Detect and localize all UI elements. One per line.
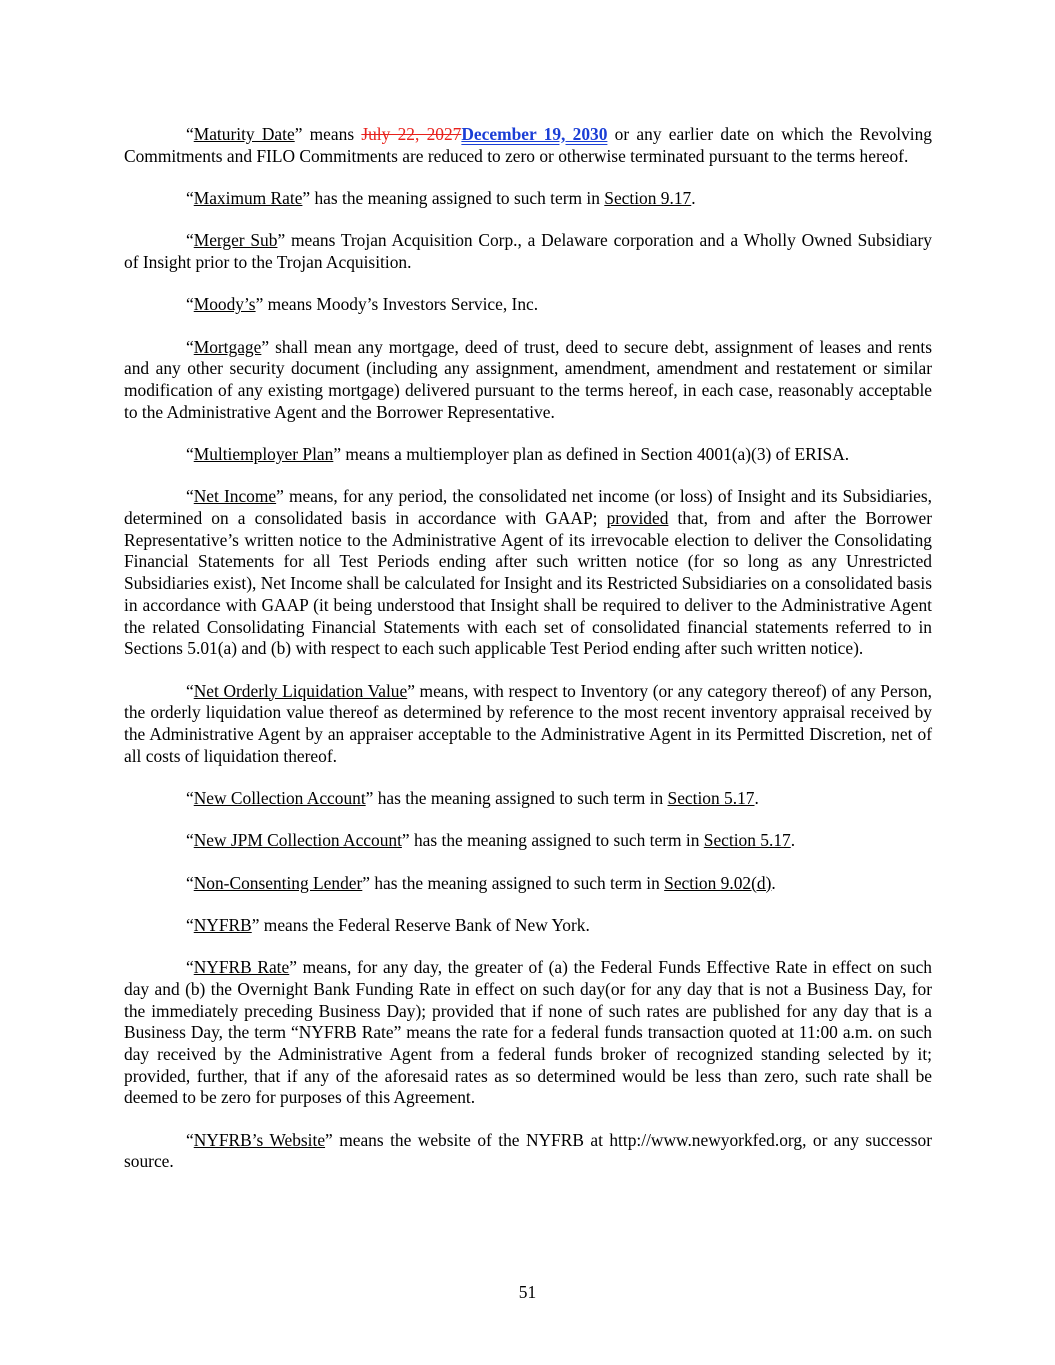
definition-nyfrb-rate [124,957,932,1109]
defined-term: Multiemployer Plan [193,444,334,464]
definition-nyfrb [124,915,932,937]
document-page [124,124,932,1194]
definition-text: or any earlier date on which the Revolving Commitments and FILO Commitments are reduced to zero or otherwise terminated pursuant to the terms hereof. [124,124,932,166]
open-quote: “ [186,124,194,144]
definition-text: ” means, for any day, the greater of (a) the Federal Funds Effective Rate in effect on such day and (b) the Overnight Bank Funding Rate in effect on such day(or for any day that is not a Business Day, for the immediately preceding Business Day); provided that if none of such rates are published for any day that is a Business Day, the term “NYFRB Rate” means the rate for a federal funds transaction quoted at 11:00 a.m. on such day received by the Administrative Agent from a federal funds broker of recognized standing selected by it; provided, further, that if any of the aforesaid rates as so determined would be less than zero, such rate shall be deemed to be zero for purposes of this Agreement. [124,957,932,1108]
defined-term: Net Income [193,486,277,507]
open-quote: “ [186,188,194,208]
open-quote: “ [186,1129,194,1150]
definition-nyfrbs-website [124,1130,932,1173]
definition-text: ” means Moody’s Investors Service, Inc. [255,294,539,315]
open-quote: “ [186,294,194,315]
definition-text: . [691,188,696,208]
definition-text: . [754,787,759,808]
definition-new-jpm-collection-account [124,830,932,852]
open-quote: “ [186,872,194,893]
defined-term: Maturity Date [193,124,295,144]
definition-text: ” means the Federal Reserve Bank of New York. [251,914,590,935]
definition-text: ” means the website of the NYFRB at http://www.newyorkfed.org, or any successor source. [124,1129,932,1172]
definition-maturity-date [124,124,932,167]
definition-text: ” has the meaning assigned to such term in [365,787,668,808]
defined-term: NYFRB’s Website [193,1129,326,1150]
definition-text: ” means a multiemployer plan as defined in Section 4001(a)(3) of ERISA. [333,444,850,464]
defined-term: Maximum Rate [193,188,303,208]
definition-text: ” means Trojan Acquisition Corp., a Delaware corporation and a Wholly Owned Subsidiary of Insight prior to the Trojan Acquisition. [124,230,932,272]
open-quote: “ [186,444,194,464]
section-reference: Section 5.17 [667,787,755,808]
definition-text: ” has the meaning assigned to such term in [401,830,704,851]
section-reference: Section 9.17 [604,188,692,208]
open-quote: “ [186,230,194,251]
definition-maximum-rate [124,188,932,210]
definition-non-consenting-lender [124,873,932,895]
definition-net-income [124,486,932,660]
definition-text: ” shall mean any mortgage, deed of trust, deed to secure debt, assignment of leases and rents and any other security document (including any assignment, amendment, amendment and restatement or similar modification of any existing mortgage) delivered pursuant to the terms hereof, in each case, reasonably acceptable to the Administrative Agent and the Borrower Representative. [124,336,932,422]
defined-term: Mortgage [193,336,262,357]
section-reference: Section 9.02(d) [664,872,772,893]
definition-mortgage [124,337,932,424]
defined-term: NYFRB Rate [193,957,290,978]
definition-text: ” means [294,124,362,144]
defined-term: New JPM Collection Account [193,830,402,851]
definition-new-collection-account [124,788,932,810]
open-quote: “ [186,336,194,357]
definition-text: . [771,872,776,893]
open-quote: “ [186,830,194,851]
definition-text: . [790,830,796,851]
defined-term: Net Orderly Liquidation Value [193,680,408,701]
deleted-text: July 22, 2027 [361,124,462,144]
section-reference: Section 5.17 [703,830,791,851]
definition-merger-sub [124,230,932,273]
open-quote: “ [186,957,194,978]
defined-term: Moody’s [193,294,256,315]
definition-text: that, from and after the Borrower Representative’s written notice to the Administrative Agent of its irrevocable election to deliver the Consolidating Financial Statements for all Test Periods ending after such written notice (for so long as any Unrestricted Subsidiaries exist), Net Income shall be calculated for Insight and its Restricted Subsidiaries on a consolidated basis in accordance with GAAP (it being understood that Insight shall be required to deliver to the Administrative Agent the related Consolidating Financial Statements with each set of consolidated financial statements referred to in Sections 5.01(a) and (b) with respect to each such applicable Test Period ending after such written notice). [124,508,932,659]
definition-multiemployer-plan [124,444,932,466]
page-number: 51 [518,1282,537,1302]
definition-net-orderly-liquidation-value [124,681,932,768]
defined-term: Non-Consenting Lender [193,872,363,893]
defined-term: NYFRB [193,914,252,935]
defined-term: New Collection Account [193,787,366,808]
definition-moodys [124,294,932,316]
open-quote: “ [186,914,194,935]
open-quote: “ [186,787,194,808]
open-quote: “ [186,486,194,507]
definition-text: ” means, for any period, the consolidated net income (or loss) of Insight and its Subsidiaries, determined on a consolidated basis in accordance with GAAP; [124,486,933,528]
open-quote: “ [186,680,194,701]
definition-text: ” means, with respect to Inventory (or any category thereof) of any Person, the orderly liquidation value thereof as determined by reference to the most recent inventory appraisal received by the Administrative Agent by an appraiser acceptable to the Administrative Agent in its Permitted Discretion, net of all costs of liquidation thereof. [124,680,932,766]
definition-text: ” has the meaning assigned to such term in [302,188,605,208]
inserted-text: December 19, 2030 [461,124,608,144]
defined-term: Merger Sub [193,230,278,251]
definition-text: ” has the meaning assigned to such term in [362,872,665,893]
proviso-term: provided [606,508,669,528]
